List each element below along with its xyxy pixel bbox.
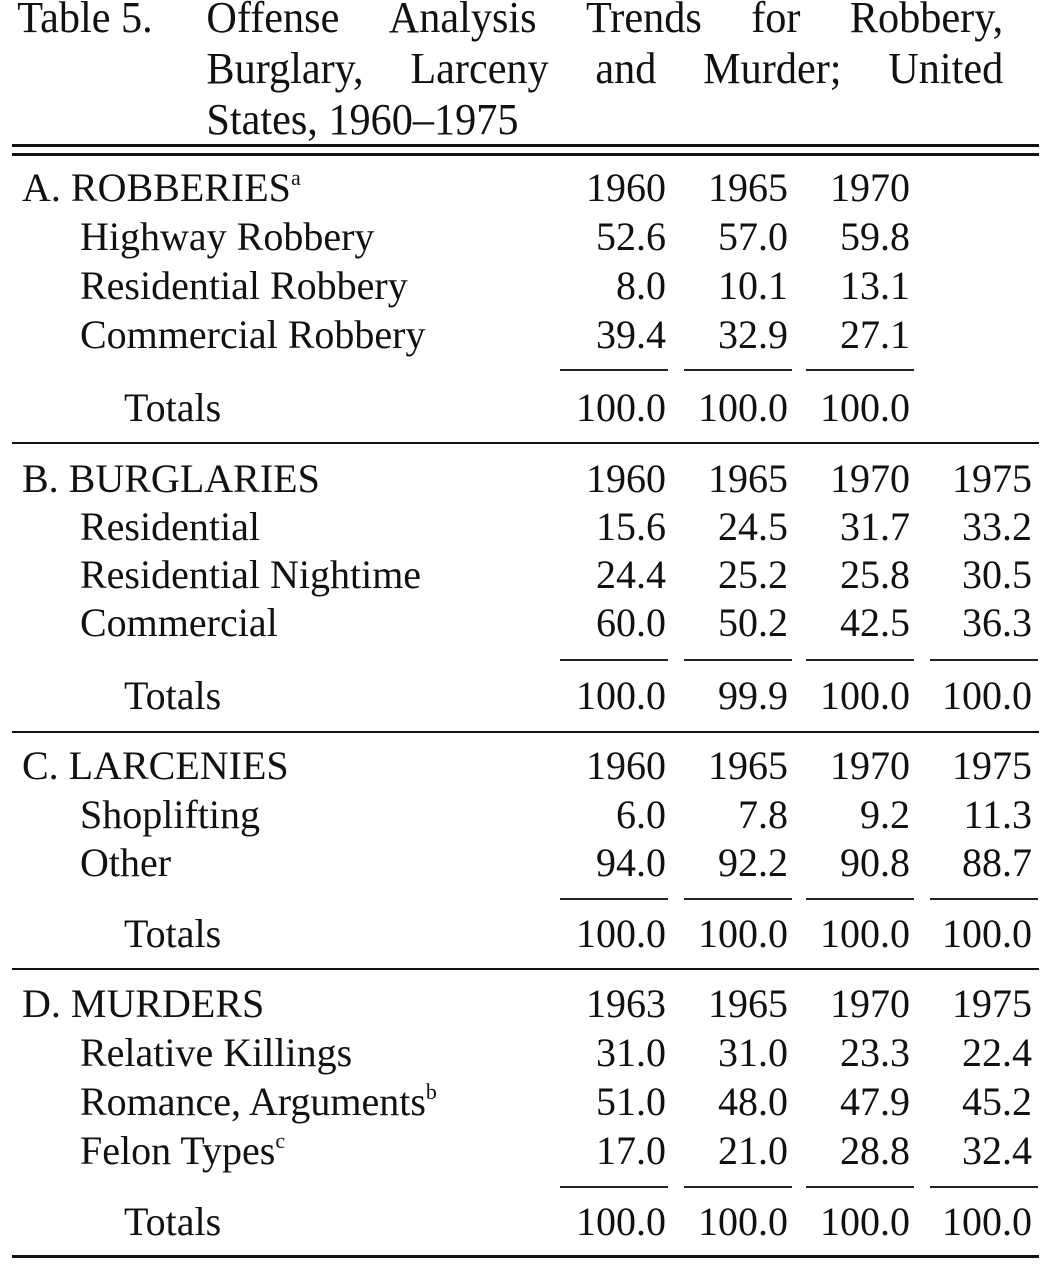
top-rule-2 bbox=[12, 153, 1039, 156]
cell-value: 32.4 bbox=[962, 1128, 1032, 1173]
table-title bbox=[0, 0, 1003, 145]
totals-row bbox=[0, 1198, 1045, 1246]
title-word: Offense bbox=[206, 0, 340, 42]
title-line-2 bbox=[0, 43, 1003, 94]
title-word: United bbox=[888, 44, 1004, 93]
cell-value: 48.0 bbox=[718, 1079, 788, 1124]
row-label: Relative Killings bbox=[80, 1030, 353, 1075]
cell-value: 22.4 bbox=[962, 1030, 1032, 1075]
cell-value: 51.0 bbox=[596, 1079, 666, 1124]
table-row bbox=[0, 1029, 1045, 1077]
cell-value: 6.0 bbox=[616, 792, 666, 837]
cell-value: 13.1 bbox=[840, 263, 910, 308]
total-value: 100.0 bbox=[698, 1199, 788, 1244]
total-value: 100.0 bbox=[576, 1199, 666, 1244]
cell-value: 28.8 bbox=[840, 1128, 910, 1173]
cell-value: 52.6 bbox=[596, 214, 666, 259]
row-label: Felon Types$^c$ bbox=[80, 1128, 286, 1173]
cell-value: 50.2 bbox=[718, 600, 788, 645]
row-label: Residential Robbery bbox=[80, 263, 408, 308]
sum-underline bbox=[684, 898, 792, 900]
sum-underline bbox=[806, 659, 914, 661]
cell-value: 21.0 bbox=[718, 1128, 788, 1173]
year-header: 1975 bbox=[952, 456, 1032, 501]
cell-value: 30.5 bbox=[962, 552, 1032, 597]
totals-row bbox=[0, 910, 1045, 958]
row-label: Residential Nightime bbox=[80, 552, 422, 597]
sum-underline bbox=[560, 369, 668, 371]
title-line-3 bbox=[0, 94, 1003, 145]
totals-label: Totals bbox=[124, 911, 222, 956]
title-word: Burglary, bbox=[206, 44, 364, 93]
cell-value: 36.3 bbox=[962, 600, 1032, 645]
cell-value: 33.2 bbox=[962, 504, 1032, 549]
table-row bbox=[0, 503, 1045, 551]
cell-value: 15.6 bbox=[596, 504, 666, 549]
title-line-1-words bbox=[206, 0, 1003, 43]
cell-value: 59.8 bbox=[840, 214, 910, 259]
cell-value: 45.2 bbox=[962, 1079, 1032, 1124]
sum-underline bbox=[560, 1186, 668, 1188]
section-heading: B. BURGLARIES bbox=[22, 456, 320, 501]
total-value: 100.0 bbox=[820, 911, 910, 956]
section-header-row bbox=[0, 742, 1045, 790]
section-divider bbox=[12, 442, 1039, 444]
year-header: 1965 bbox=[708, 165, 788, 210]
year-header: 1970 bbox=[830, 165, 910, 210]
footnote-marker: a bbox=[290, 165, 301, 190]
total-value: 100.0 bbox=[576, 911, 666, 956]
title-word: Analysis bbox=[388, 0, 537, 42]
total-value: 100.0 bbox=[942, 911, 1032, 956]
table-row bbox=[0, 1078, 1045, 1126]
cell-value: 9.2 bbox=[860, 792, 910, 837]
cell-value: 10.1 bbox=[718, 263, 788, 308]
cell-value: 8.0 bbox=[616, 263, 666, 308]
top-rule bbox=[12, 144, 1039, 147]
year-header: 1963 bbox=[586, 981, 666, 1026]
cell-value: 17.0 bbox=[596, 1128, 666, 1173]
totals-label: Totals bbox=[124, 385, 222, 430]
sum-underline bbox=[806, 898, 914, 900]
section-divider bbox=[12, 731, 1039, 733]
section-header-row bbox=[0, 164, 1045, 212]
sum-underline bbox=[806, 369, 914, 371]
cell-value: 42.5 bbox=[840, 600, 910, 645]
cell-value: 60.0 bbox=[596, 600, 666, 645]
totals-label: Totals bbox=[124, 673, 222, 718]
year-header: 1970 bbox=[830, 456, 910, 501]
year-header: 1960 bbox=[586, 165, 666, 210]
table-row bbox=[0, 839, 1045, 887]
total-value: 100.0 bbox=[698, 911, 788, 956]
cell-value: 11.3 bbox=[963, 792, 1032, 837]
sum-underline bbox=[560, 898, 668, 900]
table-row bbox=[0, 213, 1045, 261]
title-word: and bbox=[595, 44, 657, 93]
cell-value: 24.5 bbox=[718, 504, 788, 549]
year-header: 1975 bbox=[952, 743, 1032, 788]
title-word: Murder; bbox=[703, 44, 842, 93]
table-row bbox=[0, 791, 1045, 839]
sum-underline bbox=[684, 369, 792, 371]
cell-value: 90.8 bbox=[840, 840, 910, 885]
section-header-row bbox=[0, 980, 1045, 1028]
year-header: 1975 bbox=[952, 981, 1032, 1026]
cell-value: 25.2 bbox=[718, 552, 788, 597]
row-label: Commercial Robbery bbox=[80, 312, 426, 357]
total-value: 100.0 bbox=[820, 385, 910, 430]
cell-value: 31.0 bbox=[596, 1030, 666, 1075]
table-row bbox=[0, 262, 1045, 310]
title-word: Trends bbox=[585, 0, 702, 42]
sum-underline bbox=[684, 659, 792, 661]
title-word: Larceny bbox=[410, 44, 549, 93]
title-line-2-words bbox=[206, 43, 1003, 94]
sum-underline bbox=[560, 659, 668, 661]
cell-value: 7.8 bbox=[738, 792, 788, 837]
row-label: Commercial bbox=[80, 600, 278, 645]
row-label: Residential bbox=[80, 504, 260, 549]
totals-label: Totals bbox=[124, 1199, 222, 1244]
cell-value: 27.1 bbox=[840, 312, 910, 357]
table-number: Table 5. bbox=[17, 0, 153, 42]
total-value: 100.0 bbox=[698, 385, 788, 430]
bottom-rule bbox=[12, 1255, 1039, 1258]
section-heading: C. LARCENIES bbox=[22, 743, 289, 788]
year-header: 1960 bbox=[586, 743, 666, 788]
total-value: 100.0 bbox=[576, 385, 666, 430]
section-divider bbox=[12, 968, 1039, 970]
total-value: 100.0 bbox=[942, 673, 1032, 718]
sum-underline bbox=[930, 898, 1038, 900]
cell-value: 32.9 bbox=[718, 312, 788, 357]
title-word: Robbery, bbox=[849, 0, 1004, 42]
year-header: 1970 bbox=[830, 743, 910, 788]
section-header-row bbox=[0, 455, 1045, 503]
totals-row bbox=[0, 672, 1045, 720]
table-row bbox=[0, 311, 1045, 359]
cell-value: 92.2 bbox=[718, 840, 788, 885]
cell-value: 88.7 bbox=[962, 840, 1032, 885]
sum-underline bbox=[806, 1186, 914, 1188]
cell-value: 57.0 bbox=[718, 214, 788, 259]
total-value: 100.0 bbox=[820, 1199, 910, 1244]
total-value: 100.0 bbox=[942, 1199, 1032, 1244]
cell-value: 31.0 bbox=[718, 1030, 788, 1075]
year-header: 1970 bbox=[830, 981, 910, 1026]
total-value: 100.0 bbox=[820, 673, 910, 718]
row-label: Highway Robbery bbox=[80, 214, 375, 259]
year-header: 1965 bbox=[708, 981, 788, 1026]
cell-value: 31.7 bbox=[840, 504, 910, 549]
cell-value: 23.3 bbox=[840, 1030, 910, 1075]
sum-underline bbox=[930, 1186, 1038, 1188]
cell-value: 24.4 bbox=[596, 552, 666, 597]
total-value: 100.0 bbox=[576, 673, 666, 718]
title-line-1 bbox=[0, 0, 1003, 43]
year-header: 1965 bbox=[708, 743, 788, 788]
sum-underline bbox=[930, 659, 1038, 661]
cell-value: 39.4 bbox=[596, 312, 666, 357]
footnote-marker: b bbox=[425, 1079, 437, 1104]
table-row bbox=[0, 599, 1045, 647]
cell-value: 94.0 bbox=[596, 840, 666, 885]
table-row bbox=[0, 551, 1045, 599]
section-heading: D. MURDERS bbox=[22, 981, 265, 1026]
title-word: for bbox=[751, 0, 801, 42]
footnote-marker: c bbox=[275, 1128, 286, 1153]
year-header: 1965 bbox=[708, 456, 788, 501]
cell-value: 47.9 bbox=[840, 1079, 910, 1124]
cell-value: 25.8 bbox=[840, 552, 910, 597]
totals-row bbox=[0, 384, 1045, 432]
section-heading: A. ROBBERIES$^a$ bbox=[22, 165, 301, 210]
title-line-3-text: States, 1960–1975 bbox=[206, 95, 519, 144]
year-header: 1960 bbox=[586, 456, 666, 501]
row-label: Romance, Arguments$^b$ bbox=[80, 1079, 437, 1124]
table-row bbox=[0, 1127, 1045, 1175]
row-label: Shoplifting bbox=[80, 792, 261, 837]
total-value: 99.9 bbox=[718, 673, 788, 718]
sum-underline bbox=[684, 1186, 792, 1188]
row-label: Other bbox=[80, 840, 172, 885]
